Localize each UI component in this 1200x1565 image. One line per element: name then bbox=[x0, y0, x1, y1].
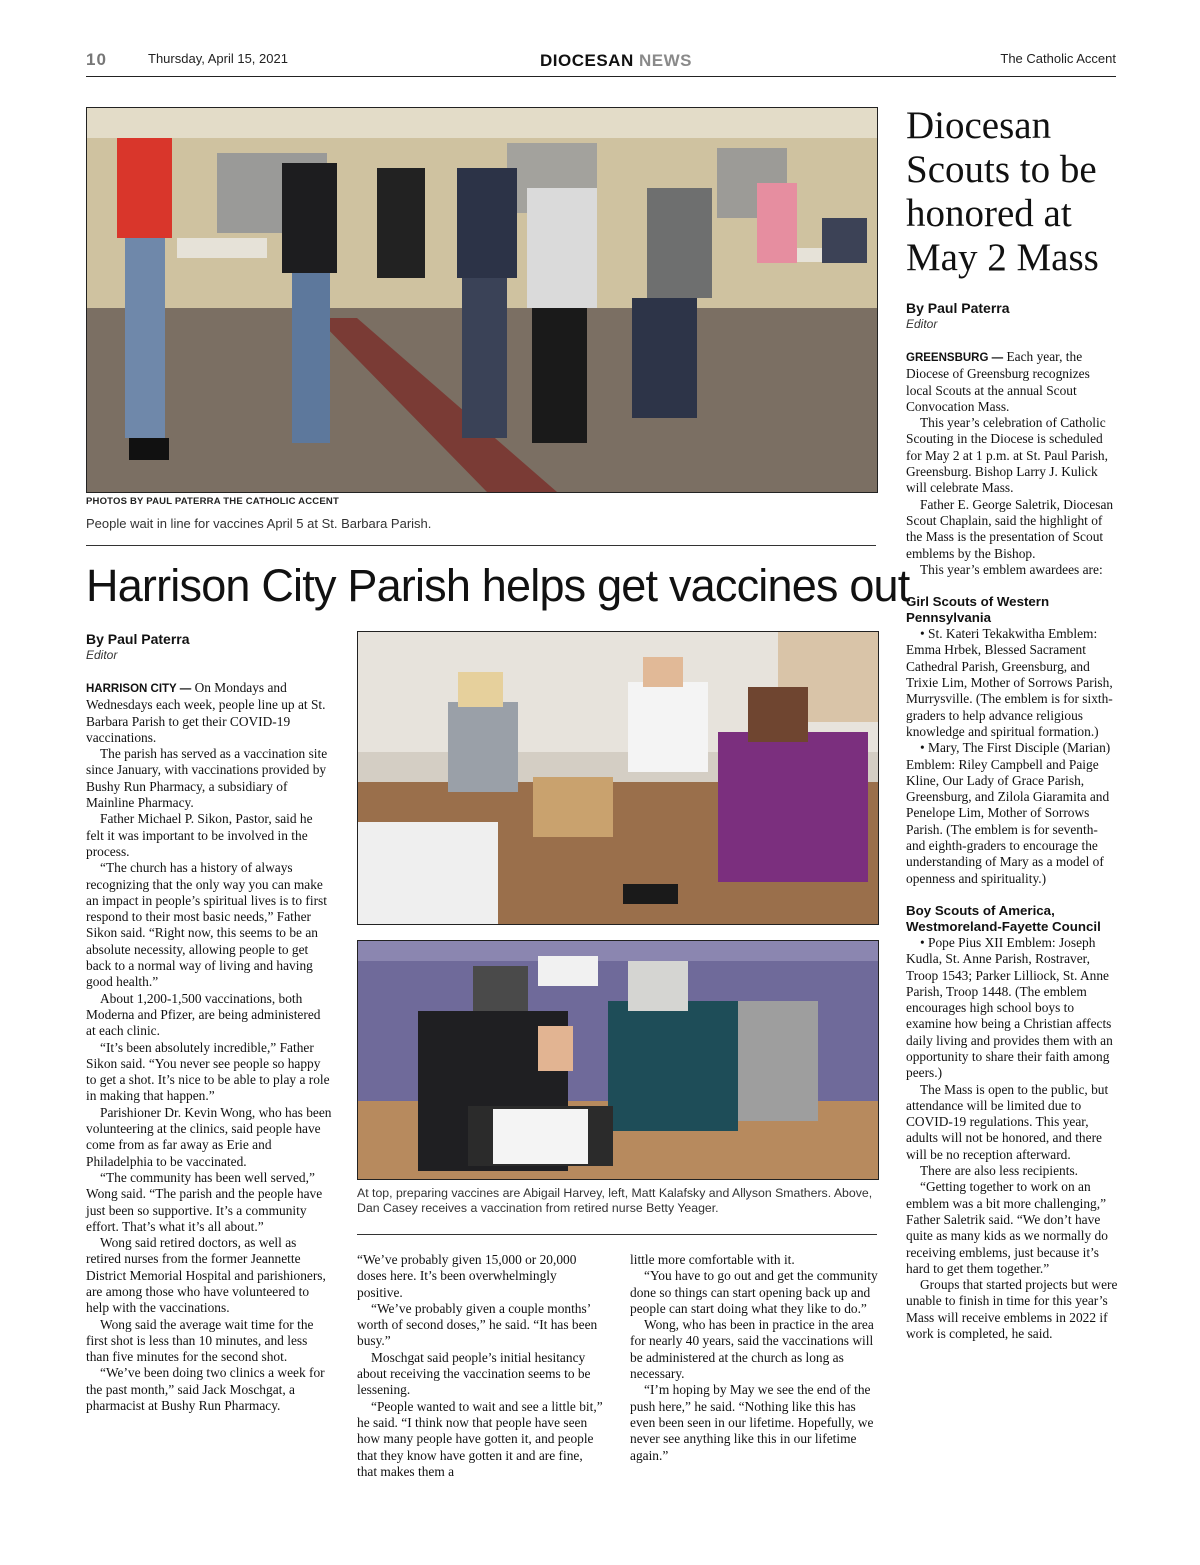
emblem-entry: • St. Kateri Tekakwitha Emblem: Emma Hrbek, Blessed Sacrament Cathedral Parish, Greensburg, and Trixie Lim, Mother of Sorrows Parish, Murrysville. (The emblem is for sixth-graders to help advance religious knowledge and spiritual formation.) bbox=[906, 626, 1113, 739]
emblem-entry: • Pope Pius XII Emblem: Joseph Kudla, St. Anne Parish, Rostraver, Troop 1543; Parker Lilliock, St. Anne Parish, Troop 1448. (The emblem encourages high school boys to examine how being a Christian affects daily living and provides them with an opportunity to share their faith among peers.) bbox=[906, 934, 1113, 1081]
article-paragraph: little more comfortable with it. bbox=[630, 1252, 795, 1267]
girl-scouts-heading: Girl Scouts of Western Pennsylvania bbox=[906, 594, 1050, 626]
article-paragraph: “The community has been well served,” Wong said. “The parish and the people have just been so supportive. It’s a community effort. That’s what it’s all about.” bbox=[86, 1169, 323, 1234]
article-paragraph: “It’s been absolutely incredible,” Father Sikon said. “You never see people so happy to get a shot. It’s nice to be able to play a role in making that happen.” bbox=[86, 1039, 330, 1104]
section-title-bold: DIOCESAN bbox=[540, 51, 634, 70]
article-paragraph: “The church has a history of always recognizing that the only way you can make an impact in people’s spiritual lives is to first respond to their most basic needs,” Father Sikon said. “Right now, this seems to be an absolute necessity, allowing people to get back to a normal way of living and having good health.” bbox=[86, 860, 327, 990]
article-paragraph: Moschgat said people’s initial hesitancy about receiving the vaccination seems to be lessening. bbox=[357, 1349, 591, 1398]
article-paragraph: Parishioner Dr. Kevin Wong, who has been volunteering at the clinics, said people have come from as far away as Erie and Philadelphia to be vaccinated. bbox=[86, 1104, 332, 1169]
sidebar-byline-role: Editor bbox=[906, 317, 938, 331]
sidebar-byline: By Paul Paterra bbox=[906, 300, 1010, 316]
photo-preparing-vaccines bbox=[357, 631, 879, 925]
article-paragraph: Wong said retired doctors, as well as retired nurses from the former Jeannette District Memorial Hospital and parishioners, are among those who have volunteered to help with the vaccinations. bbox=[86, 1235, 326, 1316]
photo-caption: People wait in line for vaccines April 5 at St. Barbara Parish. bbox=[86, 516, 432, 531]
article-paragraph: This year’s emblem awardees are: bbox=[920, 561, 1103, 577]
photos-caption: At top, preparing vaccines are Abigail Harvey, left, Matt Kalafsky and Allyson Smathers. Above, Dan Casey receives a vaccination from retired nurse Betty Yeager. bbox=[357, 1186, 873, 1215]
main-byline-role: Editor bbox=[86, 648, 118, 662]
boy-scouts-heading: Boy Scouts of America, Westmoreland-Fayette Council bbox=[906, 902, 1101, 934]
dateline: HARRISON CITY — bbox=[86, 683, 192, 695]
sidebar-dateline: GREENSBURG — bbox=[906, 352, 1004, 364]
article-paragraph: There are also less recipients. bbox=[920, 1163, 1079, 1179]
article-paragraph: “People wanted to wait and see a little bit,” he said. “I think now that people have seen how many people have gotten it, and people that they know have gotten it and are fine, that makes them a bbox=[357, 1398, 603, 1479]
article-paragraph: This year’s celebration of Catholic Scouting in the Diocese is scheduled for May 2 at 1 p.m. at St. Paul Parish, Greensburg. Bishop Larry J. Kulick will celebrate Mass. bbox=[906, 415, 1108, 496]
issue-date: Thursday, April 15, 2021 bbox=[148, 51, 288, 66]
article-paragraph: Groups that started projects but were unable to finish in time for this year’s Mass will receive emblems in 2022 if work is completed, he said. bbox=[906, 1277, 1118, 1342]
article-paragraph: Father E. George Saletrik, Diocesan Scout Chaplain, said the highlight of the Mass is the presentation of Scout emblems by the Bishop. bbox=[906, 496, 1114, 561]
emblem-entry: • Mary, The First Disciple (Marian) Emblem: Riley Campbell and Paige Kline, Our Lady of Grace Parish, Greensburg, and Zilola Giaramita and Penelope Lim, Mother of Sorrows Parish. (The emblem is for seventh- and eighth-graders to encourage the understanding of Mary as a model of openness and spirituality.) bbox=[906, 740, 1111, 886]
header-divider bbox=[86, 76, 1116, 77]
sidebar-headline: Diocesan Scouts to be honored at May 2 Mass bbox=[906, 104, 1099, 279]
article-paragraph: GREENSBURG — Each year, the Diocese of Greensburg recognizes local Scouts at the annual Scout Convocation Mass. bbox=[906, 349, 1090, 414]
main-headline: Harrison City Parish helps get vaccines out bbox=[86, 560, 910, 611]
main-article-column-2 bbox=[357, 1252, 605, 1480]
article-paragraph: The parish has served as a vaccination site since January, with vaccinations provided by Bushy Run Pharmacy, a subsidiary of Mainline Pharmacy. bbox=[86, 746, 328, 811]
photo-credit: PHOTOS BY PAUL PATERRA THE CATHOLIC ACCENT bbox=[86, 496, 339, 507]
article-paragraph: Father Michael P. Sikon, Pastor, said he felt it was important to be involved in the process. bbox=[86, 811, 313, 859]
main-article-column-1 bbox=[86, 680, 332, 1414]
article-paragraph: “I’m hoping by May we see the end of the push here,” he said. “Nothing like this has even been seen in our lifetime. Hopefully, we never see anything like this in our lifetime again.” bbox=[630, 1382, 874, 1463]
section-title bbox=[540, 51, 692, 71]
main-byline: By Paul Paterra bbox=[86, 631, 190, 647]
article-paragraph: “We’ve probably given a couple months’ worth of second doses,” he said. “It has been busy.” bbox=[357, 1300, 598, 1349]
publication-name: The Catholic Accent bbox=[1000, 51, 1116, 66]
article-paragraph: The Mass is open to the public, but attendance will be limited due to COVID-19 regulations. This year, adults will not be honored, and there will be no reception afterward. bbox=[906, 1081, 1109, 1162]
sidebar-article-body bbox=[906, 349, 1118, 1342]
section-title-light: NEWS bbox=[638, 51, 692, 70]
article-paragraph: HARRISON CITY — On Mondays and Wednesdays each week, people line up at St. Barbara Parish to get their COVID-19 vaccinations. bbox=[86, 680, 326, 745]
article-paragraph: “We’ve probably given 15,000 or 20,000 doses here. It’s been overwhelmingly positive. bbox=[357, 1252, 577, 1300]
article-paragraph: “Getting together to work on an emblem was a bit more challenging,” Father Saletrik said. “We don’t have quite as many kids as we normally do receiving emblems, just because it’s hard to get them together.” bbox=[906, 1179, 1108, 1276]
main-article-column-3 bbox=[630, 1252, 878, 1464]
photo-vaccine-line bbox=[86, 107, 878, 493]
section-divider bbox=[86, 545, 876, 546]
page-number: 10 bbox=[86, 50, 107, 69]
caption-divider bbox=[357, 1234, 877, 1235]
article-paragraph: Wong said the average wait time for the first shot is less than 10 minutes, and less than five minutes for the second shot. bbox=[86, 1316, 314, 1365]
article-paragraph: About 1,200-1,500 vaccinations, both Moderna and Pfizer, are being administered at each clinic. bbox=[86, 990, 321, 1039]
photo-receiving-vaccination bbox=[357, 940, 879, 1180]
article-paragraph: “You have to go out and get the community done so things can start opening back up and people can start doing what they like to do.” bbox=[630, 1268, 878, 1316]
article-paragraph: Wong, who has been in practice in the area for nearly 40 years, said the vaccinations will be administered at the church as long as necessary. bbox=[630, 1317, 874, 1382]
article-paragraph: “We’ve been doing two clinics a week for the past month,” said Jack Moschgat, a pharmacist at Bushy Run Pharmacy. bbox=[86, 1365, 325, 1414]
